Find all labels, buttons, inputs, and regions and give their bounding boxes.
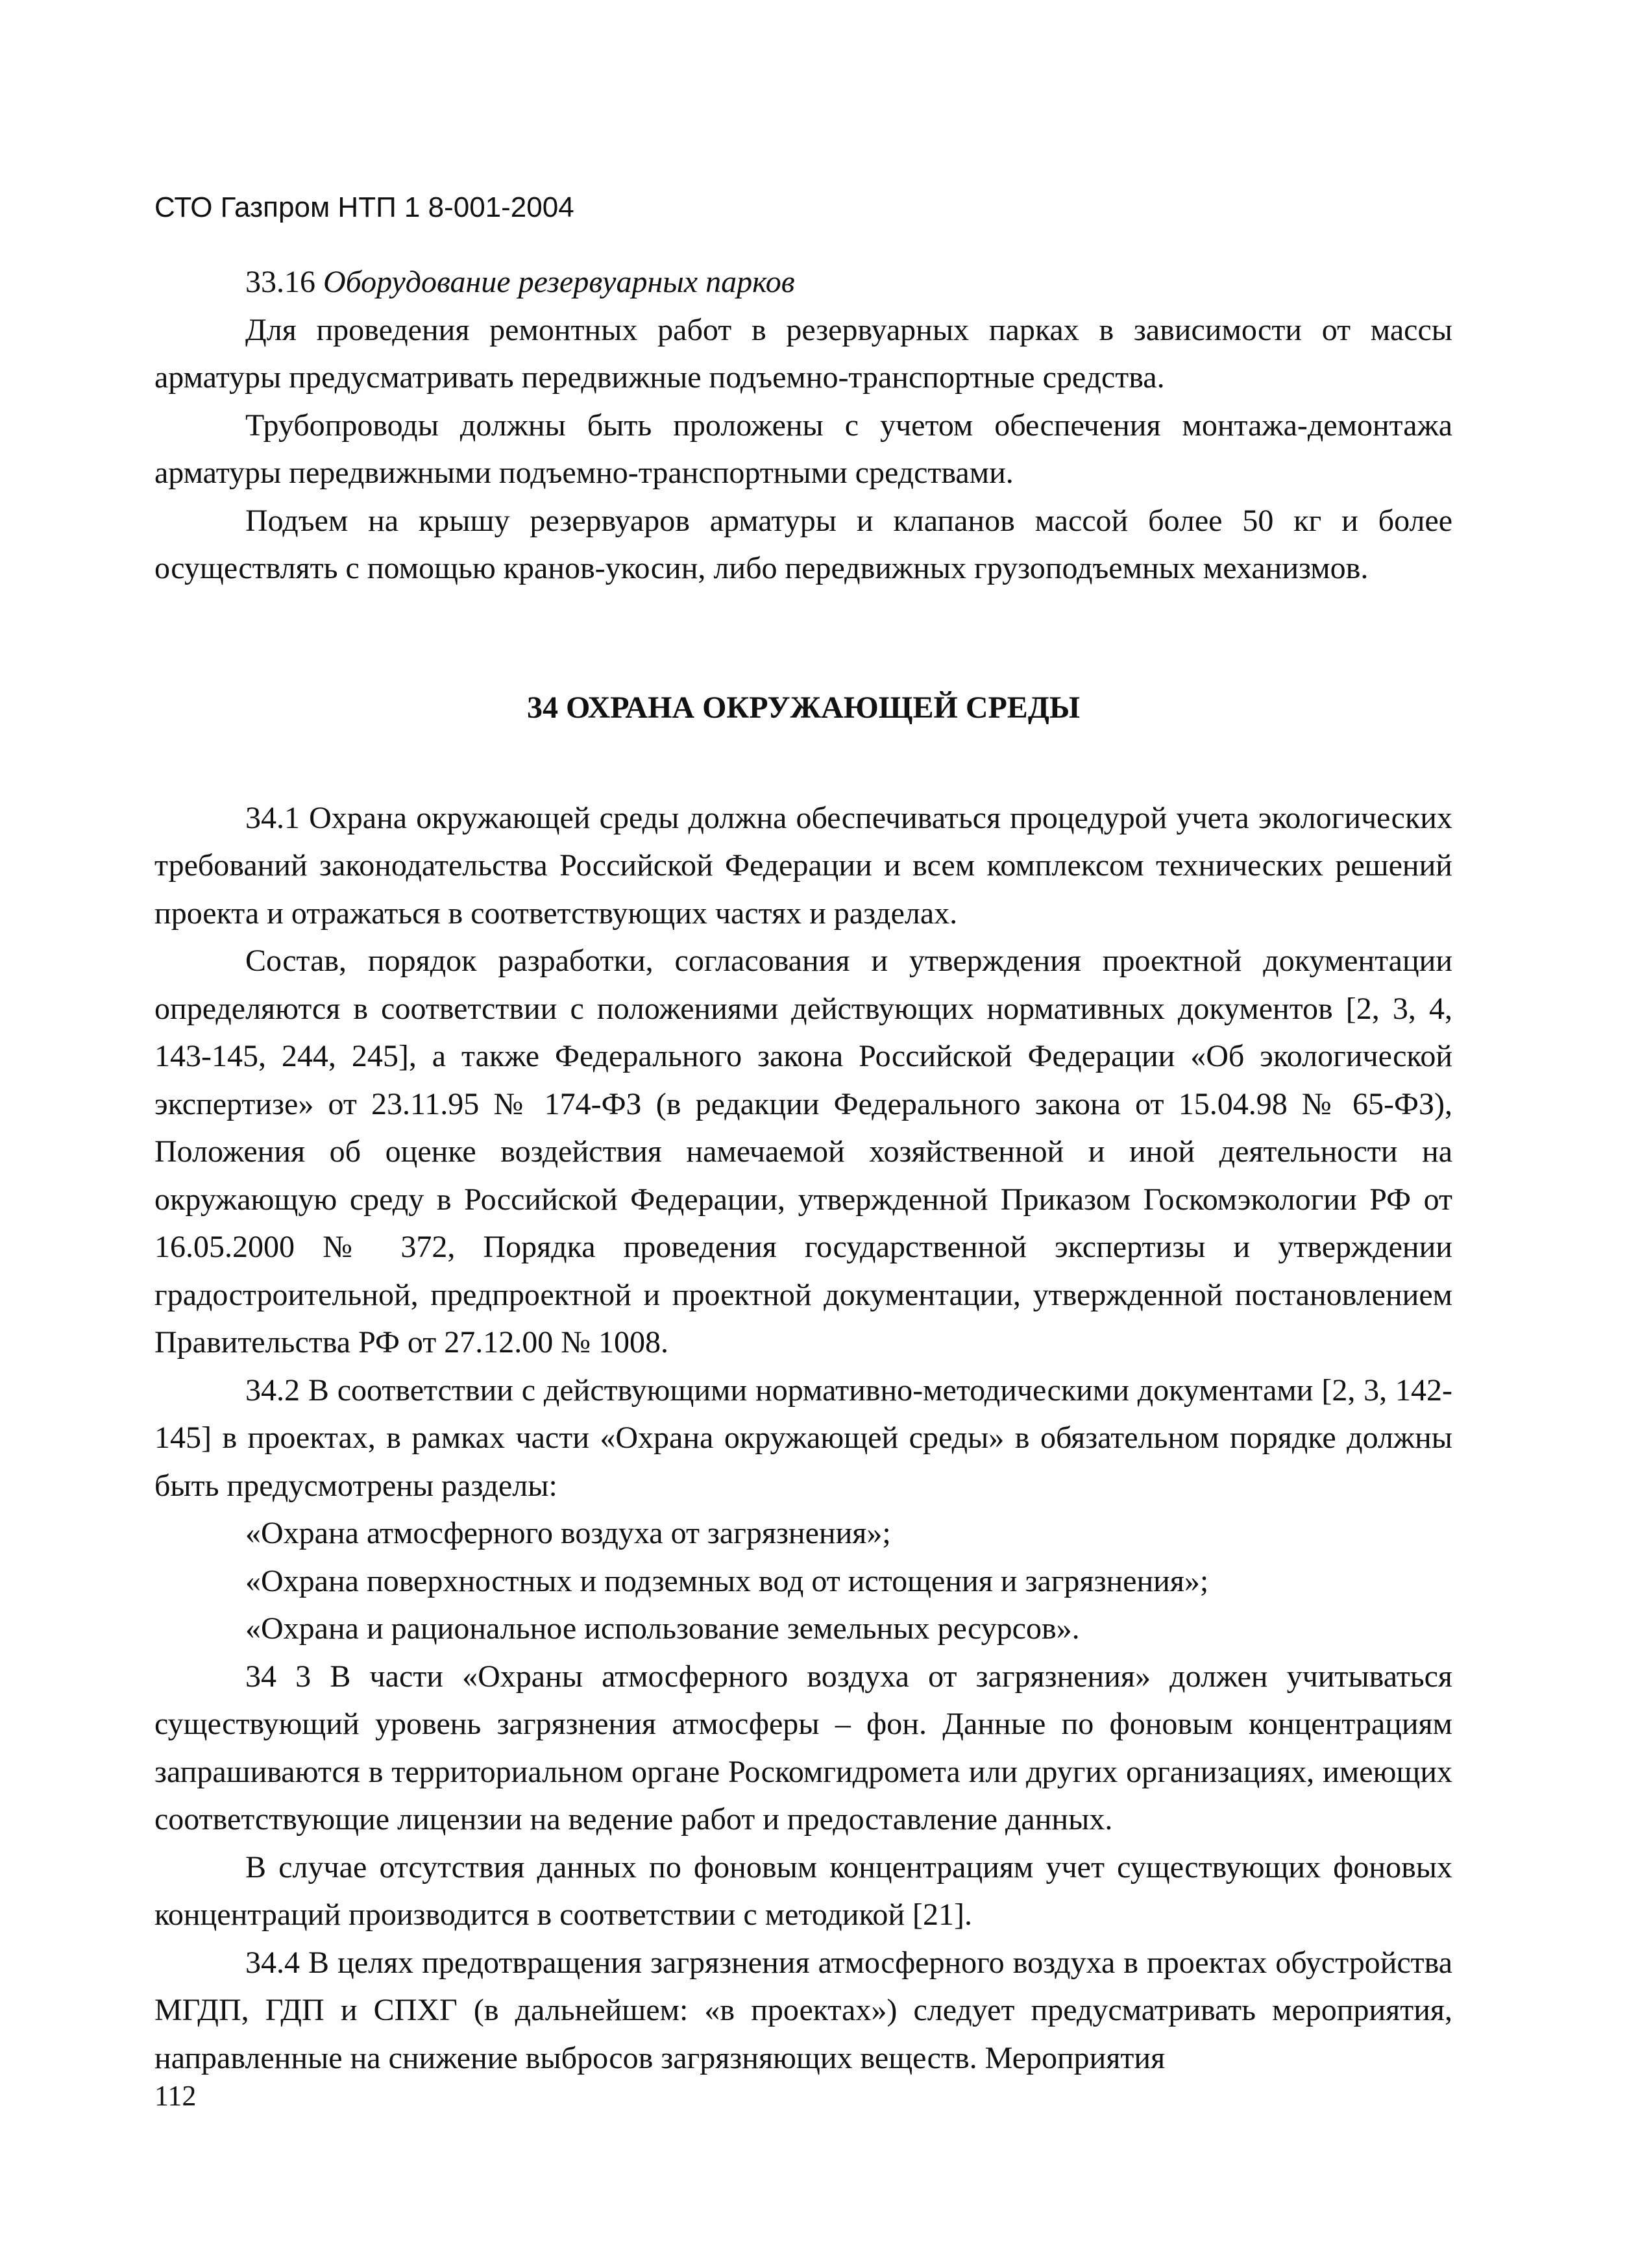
- subsection-number: 33.16: [245, 265, 315, 299]
- paragraph-34-3: 34 3 В части «Охраны атмосферного воздуха от загрязнения» должен учитываться существующий уровень загрязнения атмосферы – фон. Данные по фоновым концентрациям запрашиваются в территориальном органе Роскомгидромета или других организациях, имеющих соответствующие лицензии на ведение работ и предоставление данных.: [154, 1659, 1452, 1836]
- paragraph: В случае отсутствия данных по фоновым концентрациям учет существующих фоновых концентраций производится в соответствии с методикой [21].: [154, 1849, 1452, 1932]
- paragraph: Трубопроводы должны быть проложены с учетом обеспечения монтажа-демонтажа арматуры передвижными подъемно-транспортными средствами.: [154, 408, 1452, 490]
- list-item: «Охрана поверхностных и подземных вод от истощения и загрязнения»;: [245, 1563, 1209, 1598]
- subsection-heading: [154, 258, 1452, 306]
- paragraph: Состав, порядок разработки, согласования и утверждения проектной документации определяются в соответствии с положениями действующих нормативных документов [2, 3, 4, 143-145, 244, 245], а также Федерального закона Российской Федерации «Об экологической экспертизе» от 23.11.95 № 174-ФЗ (в редакции Федерального закона от 15.04.98 № 65-ФЗ), Положения об оценке воздействия намечаемой хозяйственной и иной деятельности на окружающую среду в Российской Федерации, утвержденной Приказом Госкомэкологии РФ от 16.05.2000 № 372, Порядка проведения государственной экспертизы и утверждении градостроительной, предпроектной и проектной документации, утвержденной постановлением Правительства РФ от 27.12.00 № 1008.: [154, 944, 1452, 1360]
- paragraph-34-2: 34.2 В соответствии с действующими нормативно-методическими документами [2, 3, 142-145] в проектах, в рамках части «Охрана окружающей среды» в обязательном порядке должны быть предусмотрены разделы:: [154, 1372, 1452, 1503]
- list-item: «Охрана атмосферного воздуха от загрязнения»;: [245, 1516, 891, 1550]
- paragraph-34-1: 34.1 Охрана окружающей среды должна обеспечиваться процедурой учета экологических требований законодательства Российской Федерации и всем комплексом технических решений проекта и отражаться в соответствующих частях и разделах.: [154, 800, 1452, 931]
- subsection-title: Оборудование резервуарных парков: [323, 265, 795, 299]
- list-item: «Охрана и рациональное использование земельных ресурсов».: [245, 1611, 1080, 1646]
- paragraph: Подъем на крышу резервуаров арматуры и клапанов массой более 50 кг и более осуществлять с помощью кранов-укосин, либо передвижных грузоподъемных механизмов.: [154, 503, 1452, 585]
- page-number: 112: [154, 2080, 197, 2112]
- section-heading: 34 ОХРАНА ОКРУЖАЮЩЕЙ СРЕДЫ: [527, 690, 1080, 725]
- body-text: [154, 258, 1452, 2082]
- paragraph: Для проведения ремонтных работ в резервуарных парках в зависимости от массы арматуры предусматривать передвижные подъемно-транспортные средства.: [154, 312, 1452, 395]
- running-header: СТО Газпром НТП 1 8-001-2004: [154, 191, 574, 223]
- paragraph-34-4: 34.4 В целях предотвращения загрязнения атмосферного воздуха в проектах обустройства МГДП, ГДП и СПХГ (в дальнейшем: «в проектах») следует предусматривать мероприятия, направленные на снижение выбросов загрязняющих веществ. Мероприятия: [154, 1945, 1452, 2075]
